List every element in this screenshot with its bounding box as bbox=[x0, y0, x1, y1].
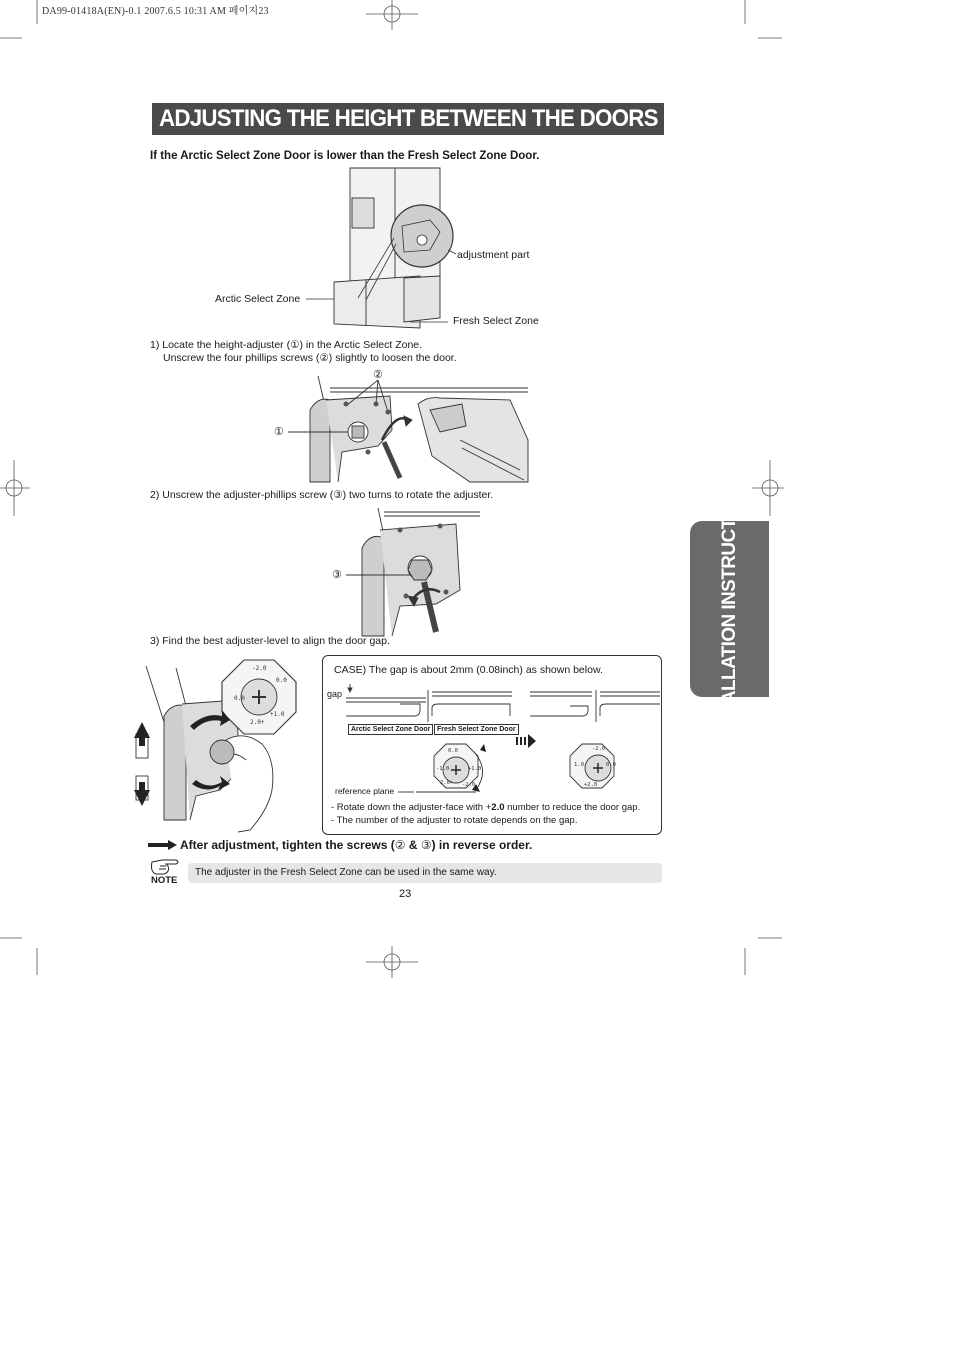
case-title: CASE) The gap is about 2mm (0.08inch) as shown below. bbox=[334, 664, 603, 676]
side-tab-label: INSTALLATION INSTRUCTIONS bbox=[718, 474, 740, 744]
case-note-2: - The number of the adjuster to rotate depends on the gap. bbox=[331, 815, 578, 826]
arctic-zone-label: Arctic Select Zone bbox=[215, 293, 301, 305]
gap-label: gap bbox=[327, 689, 343, 699]
svg-text:+1.0: +1.0 bbox=[468, 766, 482, 772]
adjustment-part-label: adjustment part bbox=[457, 249, 530, 261]
arctic-door-tag: Arctic Select Zone Door bbox=[348, 724, 433, 735]
marker-3: ③ bbox=[332, 569, 342, 581]
svg-text:0.0: 0.0 bbox=[448, 748, 458, 754]
svg-text:-2.0: -2.0 bbox=[252, 665, 267, 672]
step3-line1: 3) Find the best adjuster-level to align the door gap. bbox=[150, 635, 390, 647]
reference-plane-label: reference plane bbox=[335, 786, 395, 796]
fresh-zone-label: Fresh Select Zone bbox=[453, 315, 539, 327]
note-text: The adjuster in the Fresh Select Zone can be used in the same way. bbox=[195, 867, 497, 878]
svg-text:0.0: 0.0 bbox=[276, 677, 287, 684]
svg-text:1.0: 1.0 bbox=[574, 762, 584, 768]
svg-text:2.0+: 2.0+ bbox=[440, 780, 454, 786]
marker-2: ② bbox=[373, 369, 383, 381]
section-subheading: If the Arctic Select Zone Door is lower than the Fresh Select Zone Door. bbox=[150, 150, 540, 162]
page-number: 23 bbox=[399, 888, 412, 900]
section-side-tab bbox=[690, 474, 769, 744]
step1-line2: Unscrew the four phillips screws (②) slightly to loosen the door. bbox=[163, 352, 457, 364]
svg-text:+1.0: +1.0 bbox=[270, 711, 285, 718]
step2-line1: 2) Unscrew the adjuster-phillips screw (③) two turns to rotate the adjuster. bbox=[150, 489, 494, 501]
svg-text:-2.0: -2.0 bbox=[592, 746, 606, 752]
note-bar bbox=[188, 863, 662, 883]
step1-line1: 1) Locate the height-adjuster (①) in the Arctic Select Zone. bbox=[150, 339, 423, 351]
svg-text:+2.0: +2.0 bbox=[584, 782, 598, 788]
after-adjustment-instruction: After adjustment, tighten the screws (② & ③) in reverse order. bbox=[180, 838, 533, 852]
svg-text:0.0: 0.0 bbox=[234, 695, 245, 702]
svg-text:-2.0: -2.0 bbox=[462, 782, 476, 788]
svg-text:2.0+: 2.0+ bbox=[250, 719, 265, 726]
marker-1: ① bbox=[274, 426, 284, 438]
page-title: ADJUSTING THE HEIGHT BETWEEN THE DOORS bbox=[159, 105, 658, 132]
svg-text:-1.0: -1.0 bbox=[436, 766, 450, 772]
fresh-door-tag: Fresh Select Zone Door bbox=[434, 724, 519, 735]
note-label: NOTE bbox=[151, 875, 178, 886]
print-file-header: DA99-01418A(EN)-0.1 2007.6.5 10:31 AM 페이지23 bbox=[42, 6, 269, 17]
case-note-1: - Rotate down the adjuster-face with +2.0 number to reduce the door gap. bbox=[331, 802, 641, 813]
svg-text:0.0: 0.0 bbox=[606, 762, 616, 768]
